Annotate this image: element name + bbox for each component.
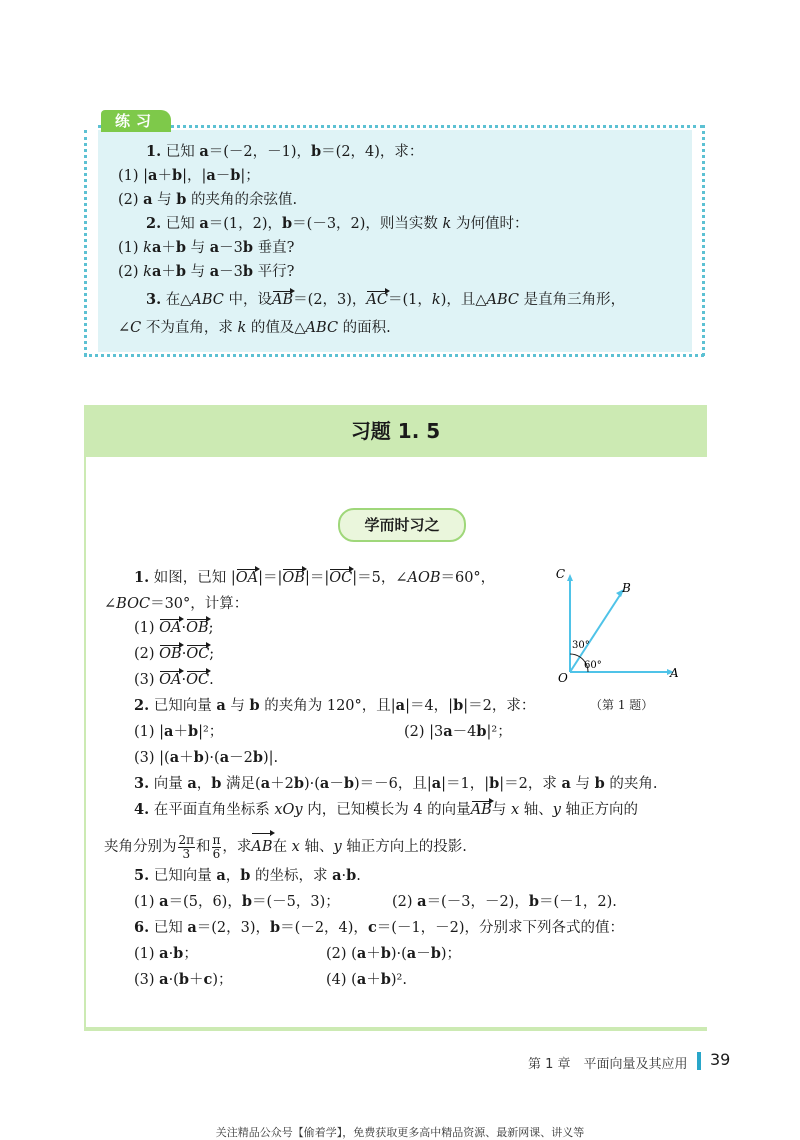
footer-chapter: 第 1 章 平面向量及其应用	[528, 1057, 688, 1072]
practice-tag: 练习	[101, 110, 171, 132]
practice-q1-2: (2) a 与 b 的夹角的余弦值.	[118, 191, 298, 208]
practice-q2-1: (1) ka＋b 与 a－3b 垂直?	[118, 239, 295, 256]
exercise-left-border	[84, 457, 86, 1031]
ex-q4-cont: 夹角分别为 $\frac{2\pi}{3}$ 和 $\frac{\pi}{6}$ ，求AB在 x 轴、y 轴正方向上的投影.	[104, 832, 467, 861]
practice-q3-cont: ∠C 不为直角，求 k 的值及△ABC 的面积.	[118, 320, 391, 336]
ex-q1-3: (3) OA·OC.	[134, 672, 214, 688]
practice-border-bottom	[84, 354, 704, 357]
practice-q2-2: (2) ka＋b 与 a－3b 平行?	[118, 263, 295, 280]
practice-q1-1: (1) |a＋b|，|a－b|；	[118, 167, 260, 184]
ex-q2-1: (1) |a＋b|²；	[134, 723, 224, 740]
ex-q5-2: (2) a＝(－3，－2)，b＝(－1，2).	[392, 893, 617, 910]
ex-q6-3: (3) a·(b＋c)；	[134, 971, 233, 988]
ex-q4: 4. 在平面直角坐标系 xOy 内，已知模长为 4 的向量AB与 x 轴、y 轴正方向的	[134, 801, 639, 818]
label-angle-60: 60°	[584, 660, 602, 671]
practice-q3: 3. 在△ABC 中，设AB＝(2，3)，AC＝(1，k)，且△ABC 是直角三角形，	[146, 291, 626, 308]
angle-arc-30	[570, 654, 580, 657]
ex-q1-2: (2) OB·OC;	[134, 646, 215, 662]
ex-q6-4: (4) (a＋b)².	[326, 971, 407, 988]
ex-q5-1: (1) a＝(5，6)，b＝(－5，3)；	[134, 893, 340, 910]
ex-q6-2: (2) (a＋b)·(a－b)；	[326, 945, 462, 962]
exercise-bottom-border	[84, 1027, 707, 1031]
ex-q3: 3. 向量 a，b 满足(a＋2b)·(a－b)＝－6，且|a|＝1，|b|＝2，求 a 与 b 的夹角.	[134, 775, 658, 792]
ex-q6: 6. 已知 a＝(2，3)，b＝(－2，4)，c＝(－1，－2)，分别求下列各式的值：	[134, 919, 625, 936]
ex-q2-3: (3) |(a＋b)·(a－2b)|.	[134, 749, 279, 766]
vector-figure	[548, 562, 718, 690]
ex-q1-cont: ∠BOC＝30°，计算：	[104, 596, 249, 612]
watermark-text: 关注精品公众号【偷着学】，免费获取更多高中精品资源、最新网课、讲义等	[215, 1126, 585, 1139]
label-angle-30: 30°	[572, 640, 590, 651]
practice-border-right	[702, 125, 705, 356]
label-C: C	[555, 567, 565, 581]
footer-divider	[697, 1052, 701, 1070]
ex-q1: 1. 如图，已知 |OA|＝|OB|＝|OC|＝5，∠AOB＝60°，	[134, 569, 496, 586]
ex-q2-2: (2) |3a－4b|²；	[404, 723, 512, 740]
page-number: 39	[710, 1050, 731, 1069]
practice-border-top	[98, 125, 704, 128]
ex-q1-1: (1) OA·OB;	[134, 620, 214, 636]
label-B: B	[622, 581, 631, 595]
exercise-subheading: 学而时习之	[338, 508, 466, 542]
practice-q1: 1. 已知 a＝(－2，－1)，b＝(2，4)，求：	[146, 143, 424, 160]
practice-q2: 2. 已知 a＝(1，2)，b＝(－3，2)，则当实数 k 为何值时：	[146, 215, 529, 232]
label-A: A	[670, 666, 679, 680]
ex-q5: 5. 已知向量 a，b 的坐标，求 a·b.	[134, 867, 361, 884]
ex-q2: 2. 已知向量 a 与 b 的夹角为 120°，且|a|＝4，|b|＝2，求：	[134, 697, 536, 714]
label-O: O	[558, 671, 568, 685]
exercise-title: 习题 1. 5	[350, 419, 441, 443]
ex-q6-1: (1) a·b；	[134, 945, 198, 962]
figure-caption: （第 1 题）	[590, 698, 654, 712]
arrowhead-C	[567, 574, 573, 581]
practice-border-left	[84, 130, 87, 356]
